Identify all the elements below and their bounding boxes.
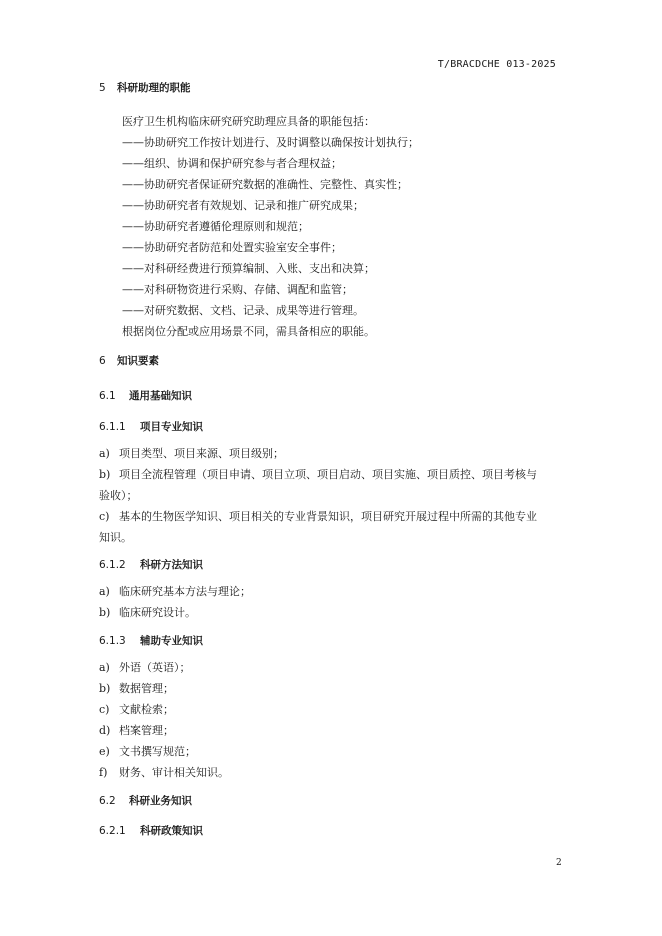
list-item bbox=[99, 682, 174, 696]
section-6-1-3-title: 辅助专业知识 bbox=[140, 635, 203, 647]
list-text: 项目类型、项目来源、项目级别； bbox=[119, 447, 284, 460]
duty-item: ——协助研究者有效规划、记录和推广研究成果； bbox=[122, 199, 364, 212]
list-marker: b) bbox=[99, 606, 111, 619]
list-item-continuation: 验收）； bbox=[99, 489, 138, 502]
list-text: 临床研究基本方法与理论； bbox=[119, 585, 251, 598]
section-6-1-number: 6.1 bbox=[99, 390, 116, 402]
section-5-closing: 根据岗位分配或应用场景不同，需具备相应的职能。 bbox=[122, 325, 375, 338]
list-text: 档案管理； bbox=[119, 724, 174, 737]
section-6-title: 知识要素 bbox=[117, 355, 159, 367]
list-marker: a) bbox=[99, 661, 110, 674]
document-code: T/BRACDCHE 013-2025 bbox=[437, 59, 556, 70]
section-6-2-1-title: 科研政策知识 bbox=[140, 825, 203, 837]
page-number: 2 bbox=[556, 858, 562, 868]
section-6-heading bbox=[99, 354, 159, 368]
duty-item: ——对科研物资进行采购、存储、调配和监管； bbox=[122, 283, 353, 296]
list-text: 财务、审计相关知识。 bbox=[119, 766, 229, 779]
list-item bbox=[99, 745, 196, 759]
list-marker: d) bbox=[99, 724, 111, 737]
section-6-2-heading bbox=[99, 794, 192, 808]
list-text: 外语（英语）； bbox=[119, 661, 191, 674]
list-item bbox=[99, 585, 251, 599]
list-text: 文献检索； bbox=[119, 703, 174, 716]
list-item-continuation: 知识。 bbox=[99, 531, 132, 544]
list-item bbox=[99, 510, 537, 524]
section-5-heading bbox=[99, 81, 191, 95]
duty-item: ——协助研究者防范和处置实验室安全事件； bbox=[122, 241, 342, 254]
list-item bbox=[99, 724, 174, 738]
list-marker: a) bbox=[99, 585, 110, 598]
duty-item: ——协助研究工作按计划进行、及时调整以确保按计划执行； bbox=[122, 136, 419, 149]
list-marker: f) bbox=[99, 766, 108, 779]
section-6-1-1-heading bbox=[99, 420, 203, 434]
duty-item: ——对科研经费进行预算编制、入账、支出和决算； bbox=[122, 262, 375, 275]
list-item bbox=[99, 606, 196, 620]
section-6-2-number: 6.2 bbox=[99, 795, 116, 807]
list-marker: e) bbox=[99, 745, 110, 758]
duty-item: ——协助研究者遵循伦理原则和规范； bbox=[122, 220, 309, 233]
section-6-number: 6 bbox=[99, 355, 106, 367]
section-6-1-1-title: 项目专业知识 bbox=[140, 421, 203, 433]
list-item bbox=[99, 703, 174, 717]
section-6-1-3-number: 6.1.3 bbox=[99, 635, 126, 647]
section-6-1-2-number: 6.1.2 bbox=[99, 559, 126, 571]
section-6-2-title: 科研业务知识 bbox=[129, 795, 192, 807]
list-text: 基本的生物医学知识、项目相关的专业背景知识，项目研究开展过程中所需的其他专业 bbox=[119, 510, 537, 523]
list-text: 文书撰写规范； bbox=[119, 745, 196, 758]
list-marker: c) bbox=[99, 510, 110, 523]
duty-item: ——组织、协调和保护研究参与者合理权益； bbox=[122, 157, 342, 170]
list-marker: c) bbox=[99, 703, 110, 716]
section-6-2-1-heading bbox=[99, 824, 203, 838]
section-6-1-heading bbox=[99, 389, 192, 403]
section-6-1-2-heading bbox=[99, 558, 203, 572]
section-5-number: 5 bbox=[99, 82, 106, 94]
list-item bbox=[99, 468, 537, 482]
list-text: 数据管理； bbox=[119, 682, 174, 695]
list-marker: a) bbox=[99, 447, 110, 460]
list-text: 临床研究设计。 bbox=[119, 606, 196, 619]
list-item bbox=[99, 447, 284, 461]
duty-item: ——协助研究者保证研究数据的准确性、完整性、真实性； bbox=[122, 178, 408, 191]
section-5-title: 科研助理的职能 bbox=[117, 82, 191, 94]
list-item bbox=[99, 661, 191, 675]
list-marker: b) bbox=[99, 682, 111, 695]
section-6-1-3-heading bbox=[99, 634, 203, 648]
duty-item: ——对研究数据、文档、记录、成果等进行管理。 bbox=[122, 304, 364, 317]
list-item bbox=[99, 766, 229, 780]
section-5-intro: 医疗卫生机构临床研究研究助理应具备的职能包括： bbox=[122, 115, 375, 128]
list-marker: b) bbox=[99, 468, 111, 481]
section-6-1-2-title: 科研方法知识 bbox=[140, 559, 203, 571]
section-6-1-1-number: 6.1.1 bbox=[99, 421, 126, 433]
section-6-2-1-number: 6.2.1 bbox=[99, 825, 126, 837]
section-6-1-title: 通用基础知识 bbox=[129, 390, 192, 402]
list-text: 项目全流程管理（项目申请、项目立项、项目启动、项目实施、项目质控、项目考核与 bbox=[119, 468, 537, 481]
